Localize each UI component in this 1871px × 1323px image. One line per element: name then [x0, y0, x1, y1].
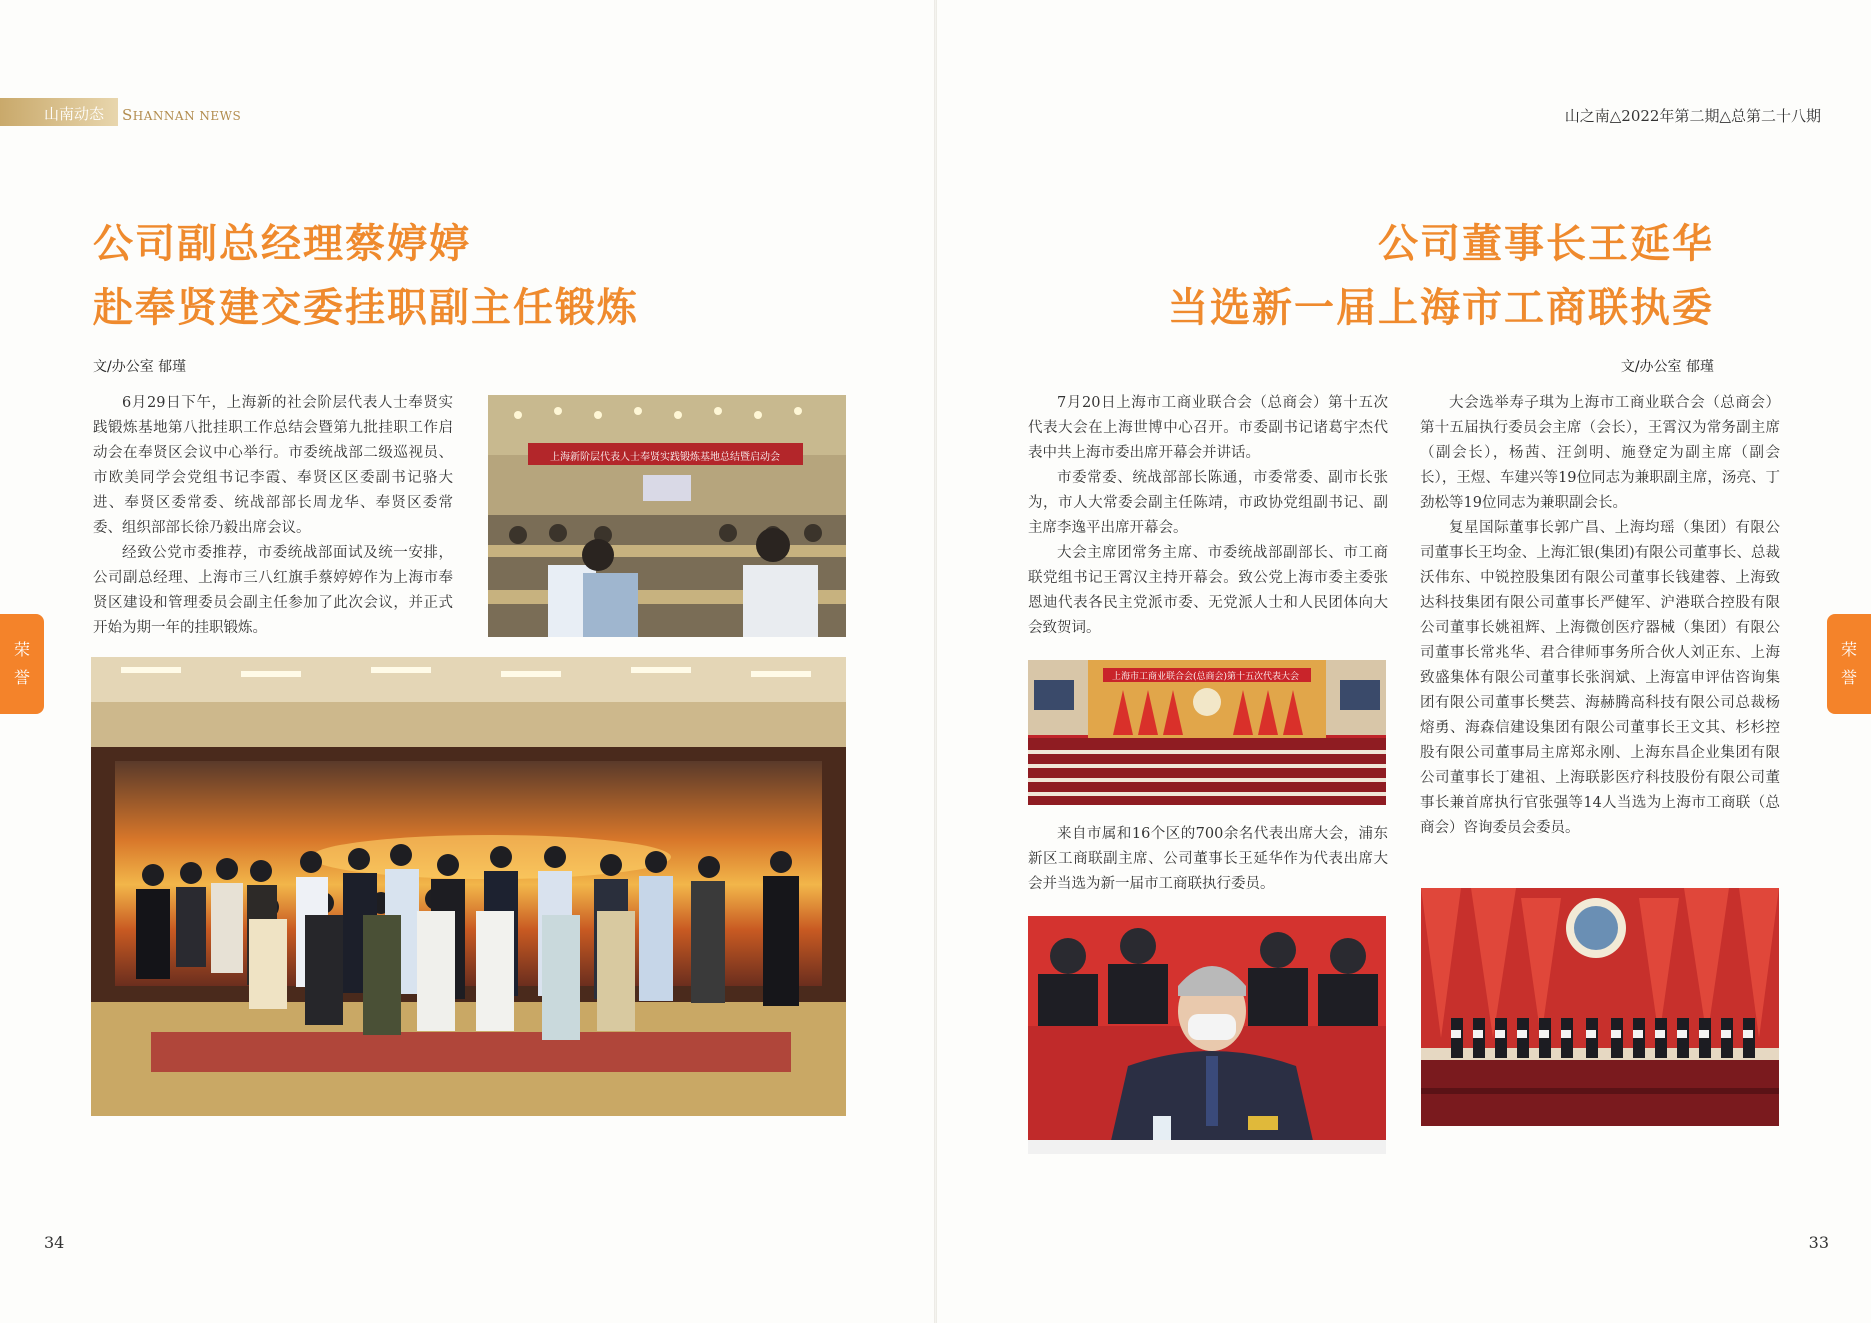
paragraph: 经致公党市委推荐，市委统战部面试及统一安排，公司副总经理、上海市三八红旗手蔡婷婷作为上海市奉贤区建设和管理委员会副主任参加了此次会议，并正式开始为期一年的挂职锻炼。	[93, 545, 453, 636]
section-name-en: SHANNAN NEWS	[122, 106, 242, 124]
article-body-left	[93, 391, 453, 641]
group-photo-illustration	[91, 657, 846, 1116]
group-photo	[91, 657, 846, 1116]
paragraph: 大会选举寿子琪为上海市工商业联合会（总商会）第十五届执行委员会主席（会长），王霄汉为常务副主席（副会长），杨茜、汪剑明、施登定为副主席（副会长），王煜、车建兴等19位同志为兼职副主席，汤亮、丁劲松等19位同志为兼职副会长。	[1420, 395, 1780, 511]
paragraph: 复星国际董事长郭广昌、上海均瑶（集团）有限公司董事长王均金、上海汇银(集团)有限公司董事长、总裁沃伟东、中锐控股集团有限公司董事长钱建蓉、上海致达科技集团有限公司董事长严健军、沪港联合控股有限公司董事长姚祖辉、上海微创医疗器械（集团）有限公司董事长常兆华、君合律师事务所合伙人刘正东、上海致盛集体有限公司董事长张润斌、上海富申评估咨询集团有限公司董事长樊芸、海赫腾高科技有限公司总裁杨熔勇、海森信建设集团有限公司董事长王文其、杉杉控股有限公司董事局主席郑永刚、上海东昌企业集团有限公司董事长丁建祖、上海联影医疗科技股份有限公司董事长兼首席执行官张强等14人当选为上海市工商联（总商会）咨询委员会委员。	[1420, 520, 1780, 836]
honor-side-tab-right: 荣 誉	[1827, 614, 1871, 714]
right-page	[936, 0, 1871, 1323]
congress-banner-text: 上海市工商业联合会(总商会)第十五次代表大会	[1112, 672, 1300, 682]
paragraph: 6月29日下午，上海新的社会阶层代表人士奉贤实践锻炼基地第八批挂职工作总结会暨第九批挂职工作启动会在奉贤区会议中心举行。市委统战部二级巡视员、市欧美同学会党组书记李霞、奉贤区区委副书记骆大进、奉贤区委常委、统战部部长周龙华、奉贤区委常委、组织部部长徐乃毅出席会议。	[93, 395, 453, 536]
issue-info: 山之南△2022年第二期△总第二十八期	[1564, 107, 1821, 125]
article-body-right-col1	[1028, 391, 1388, 641]
congress-hall-photo	[1028, 660, 1386, 805]
award-stage-photo	[1421, 888, 1779, 1126]
article-body-right-col2	[1420, 391, 1780, 841]
delegate-portrait-photo	[1028, 916, 1386, 1154]
article-body-right-col1-cont	[1028, 822, 1388, 897]
meeting-room-illustration	[488, 395, 846, 637]
page-number-right: 33	[1808, 1233, 1829, 1252]
article-title-right: 公司董事长王延华 当选新一届上海市工商联执委	[1168, 221, 1714, 331]
award-stage-illustration	[1421, 888, 1779, 1126]
page-number-left: 34	[44, 1233, 65, 1252]
paragraph: 来自市属和16个区的700余名代表出席大会，浦东新区工商联副主席、公司董事长王延华作为代表出席大会并当选为新一届市工商联执行委员。	[1028, 826, 1388, 892]
paragraph: 7月20日上海市工商业联合会（总商会）第十五次代表大会在上海世博中心召开。市委副书记诸葛宇杰代表中共上海市委出席开幕会并讲话。	[1028, 395, 1388, 461]
section-name-cn: 山南动态	[44, 105, 105, 123]
meeting-banner-text: 上海新阶层代表人士奉贤实践锻炼基地总结暨启动会	[550, 452, 780, 463]
paragraph: 市委常委、统战部部长陈通，市委常委、副市长张为，市人大常委会副主任陈靖，市政协党组副书记、副主席李逸平出席开幕会。	[1028, 470, 1388, 536]
left-page	[0, 0, 935, 1323]
meeting-room-photo	[488, 395, 846, 637]
article-title-left: 公司副总经理蔡婷婷 赴奉贤建交委挂职副主任锻炼	[93, 221, 639, 331]
byline-right: 文/办公室 郁瑾	[1620, 359, 1714, 375]
honor-side-tab-left: 荣 誉	[0, 614, 44, 714]
section-header-band	[0, 98, 118, 126]
paragraph: 大会主席团常务主席、市委统战部副部长、市工商联党组书记王霄汉主持开幕会。致公党上海市委主委张恩迪代表各民主党派市委、无党派人士和人民团体向大会致贺词。	[1028, 545, 1388, 636]
delegate-portrait-illustration	[1028, 916, 1386, 1154]
byline-left: 文/办公室 郁瑾	[93, 359, 187, 375]
